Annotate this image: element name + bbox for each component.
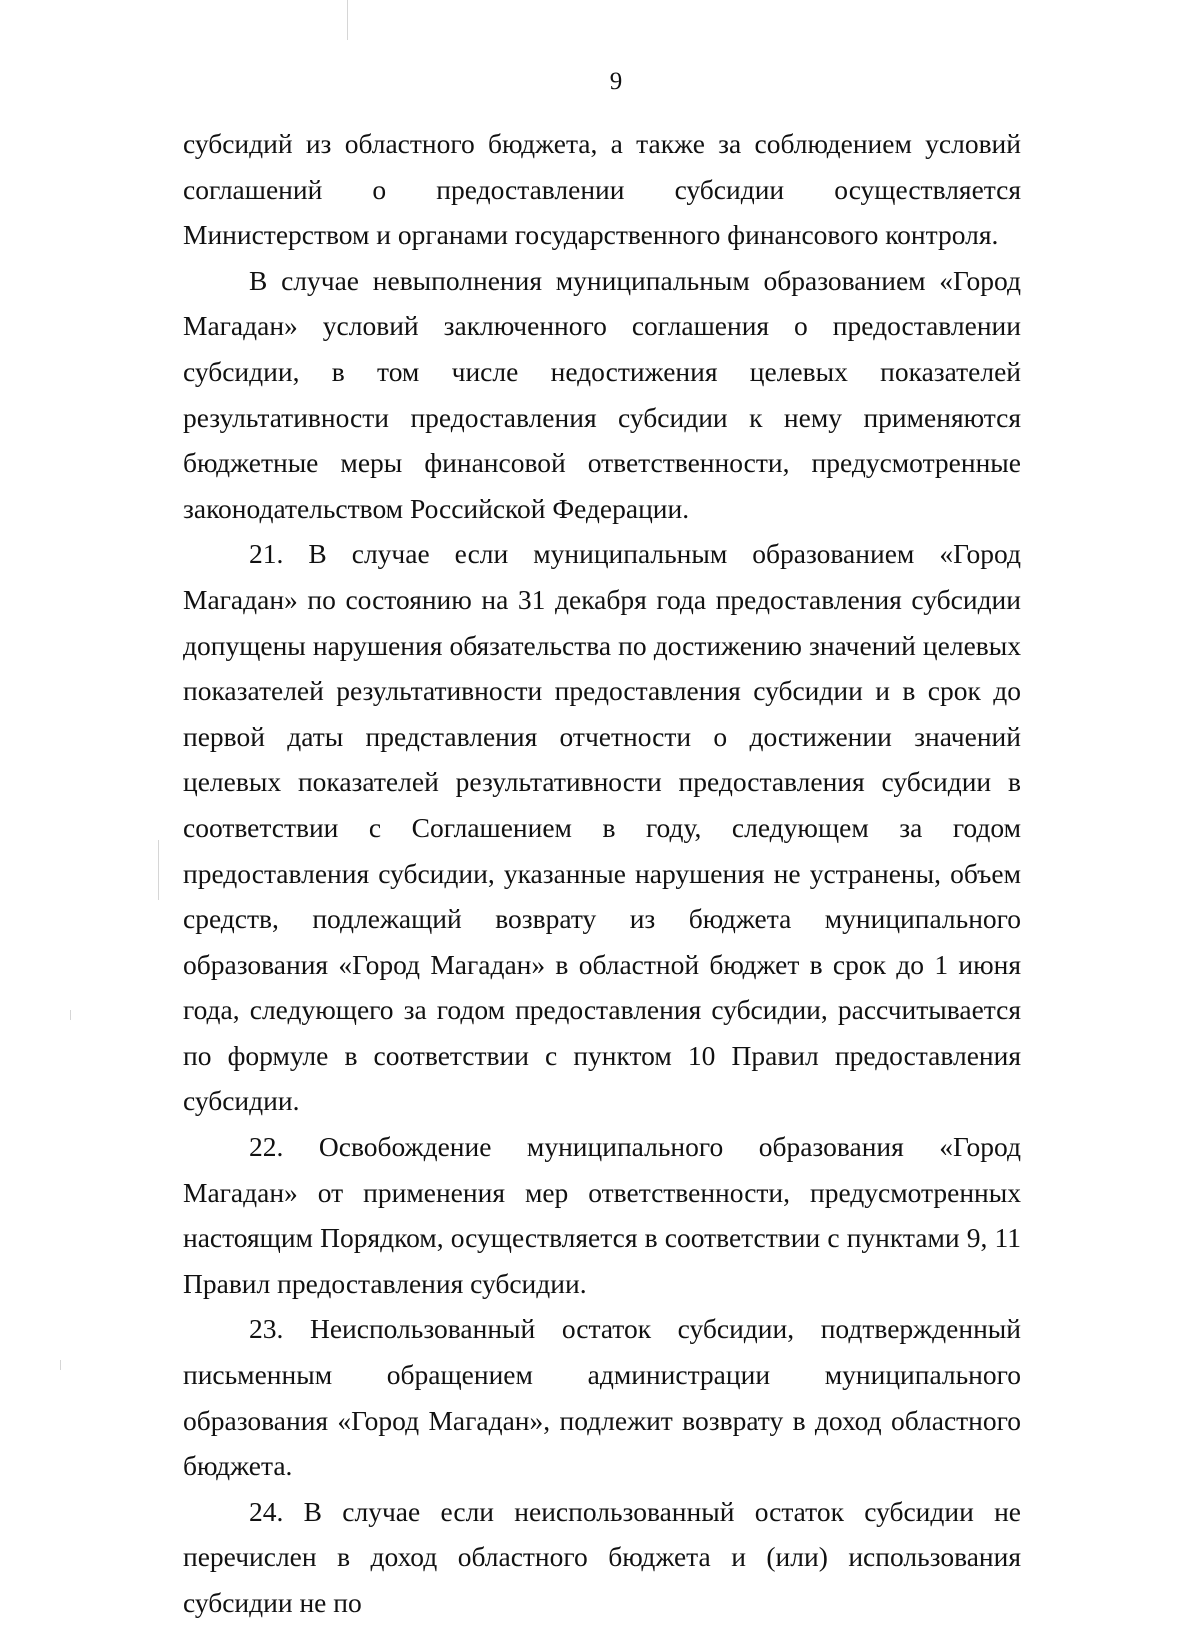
- document-body: [183, 121, 1021, 1626]
- paragraph-clause-21: 21. В случае если муниципальным образованием «Город Магадан» по состоянию на 31 декабря года предоставления субсидии допущены нарушения обязательства по достижению значений целевых показателей результативности предоставления субсидии и в срок до первой даты представления отчетности о достижении значений целевых показателей результативности предоставления субсидии в соответствии с Соглашением в году, следующем за годом предоставления субсидии, указанные нарушения не устранены, объем средств, подлежащий возврату из бюджета муниципального образования «Город Магадан» в областной бюджет в срок до 1 июня года, следующего за годом предоставления субсидии, рассчитывается по формуле в соответствии с пунктом 10 Правил предоставления субсидии.: [183, 538, 1021, 1117]
- paragraph-clause-24: 24. В случае если неиспользованный остаток субсидии не перечислен в доход областного бюджета и (или) использования субсидии не по: [183, 1495, 1021, 1618]
- scan-artifact-line: [158, 840, 159, 900]
- paragraph-clause-23: 23. Неиспользованный остаток субсидии, подтвержденный письменным обращением администрации муниципального образования «Город Магадан», подлежит возврату в доход областного бюджета.: [183, 1313, 1021, 1482]
- paragraph-noncompliance: В случае невыполнения муниципальным образованием «Город Магадан» условий заключенного соглашения о предоставлении субсидии, в том числе недостижения целевых показателей результативности предоставления субсидии к нему применяются бюджетные меры финансовой ответственности, предусмотренные законодательством Российской Федерации.: [183, 264, 1021, 524]
- paragraph-continuation: субсидий из областного бюджета, а также за соблюдением условий соглашений о предоставлении субсидии осуществляется Министерством и органами государственного финансового контроля.: [183, 128, 1021, 251]
- scan-artifact-line: [347, 0, 348, 40]
- scan-artifact-line: [70, 1010, 71, 1020]
- paragraph-clause-22: 22. Освобождение муниципального образования «Город Магадан» от применения мер ответственности, предусмотренных настоящим Порядком, осуществляется в соответствии с пунктами 9, 11 Правил предоставления субсидии.: [183, 1131, 1021, 1299]
- page-number: 9: [609, 68, 623, 95]
- scan-artifact-line: [60, 1360, 61, 1370]
